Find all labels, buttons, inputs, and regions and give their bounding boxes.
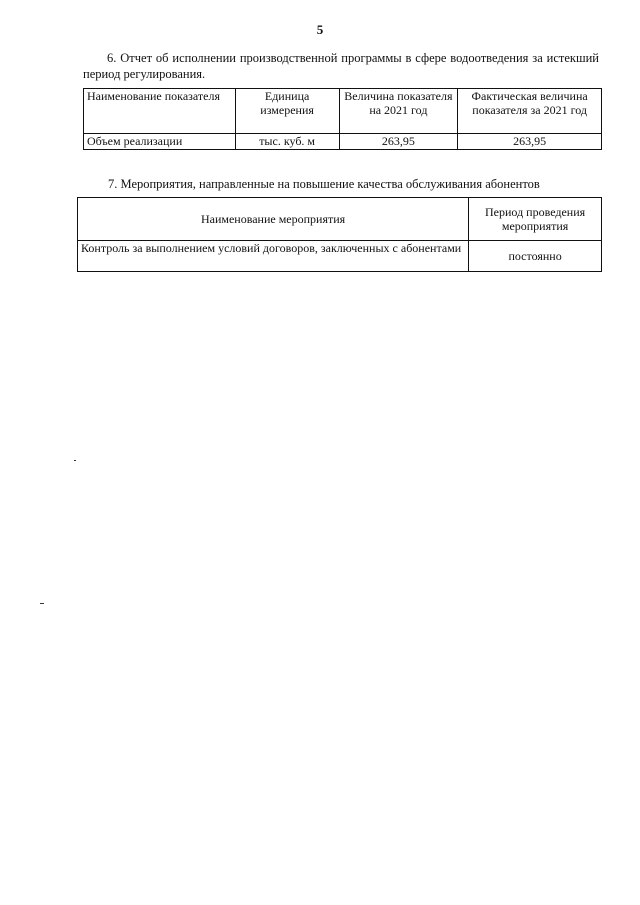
scan-speck: [40, 603, 44, 604]
section-6-text: 6. Отчет об исполнении производственной программы в сфере водоотведения за истекший период регулирования.: [83, 51, 599, 81]
production-program-table: [83, 88, 602, 150]
scan-speck: [74, 460, 76, 461]
column-header-indicator-name: Наименование показателя: [84, 89, 236, 134]
column-header-actual-value: Фактическая величина показателя за 2021 год: [458, 89, 602, 134]
table-header-row: [78, 198, 602, 241]
column-header-unit: Единица измерения: [235, 89, 339, 134]
cell-indicator-name: Объем реализации: [84, 134, 236, 150]
column-header-planned-value: Величина показателя на 2021 год: [339, 89, 458, 134]
cell-planned-value: 263,95: [339, 134, 458, 150]
page-number: 5: [316, 22, 324, 37]
cell-unit: тыс. куб. м: [235, 134, 339, 150]
service-measures-table: [77, 197, 602, 272]
cell-actual-value: 263,95: [458, 134, 602, 150]
section-7-title: 7. Мероприятия, направленные на повышение качества обслуживания абонентов: [108, 177, 540, 191]
cell-measure-name: Контроль за выполнением условий договоров, заключенных с абонентами: [78, 241, 469, 272]
table-row: [84, 134, 602, 150]
column-header-measure-name: Наименование мероприятия: [78, 198, 469, 241]
cell-period: постоянно: [469, 241, 602, 272]
column-header-period: Период проведения мероприятия: [469, 198, 602, 241]
table-header-row: [84, 89, 602, 134]
table-row: [78, 241, 602, 272]
